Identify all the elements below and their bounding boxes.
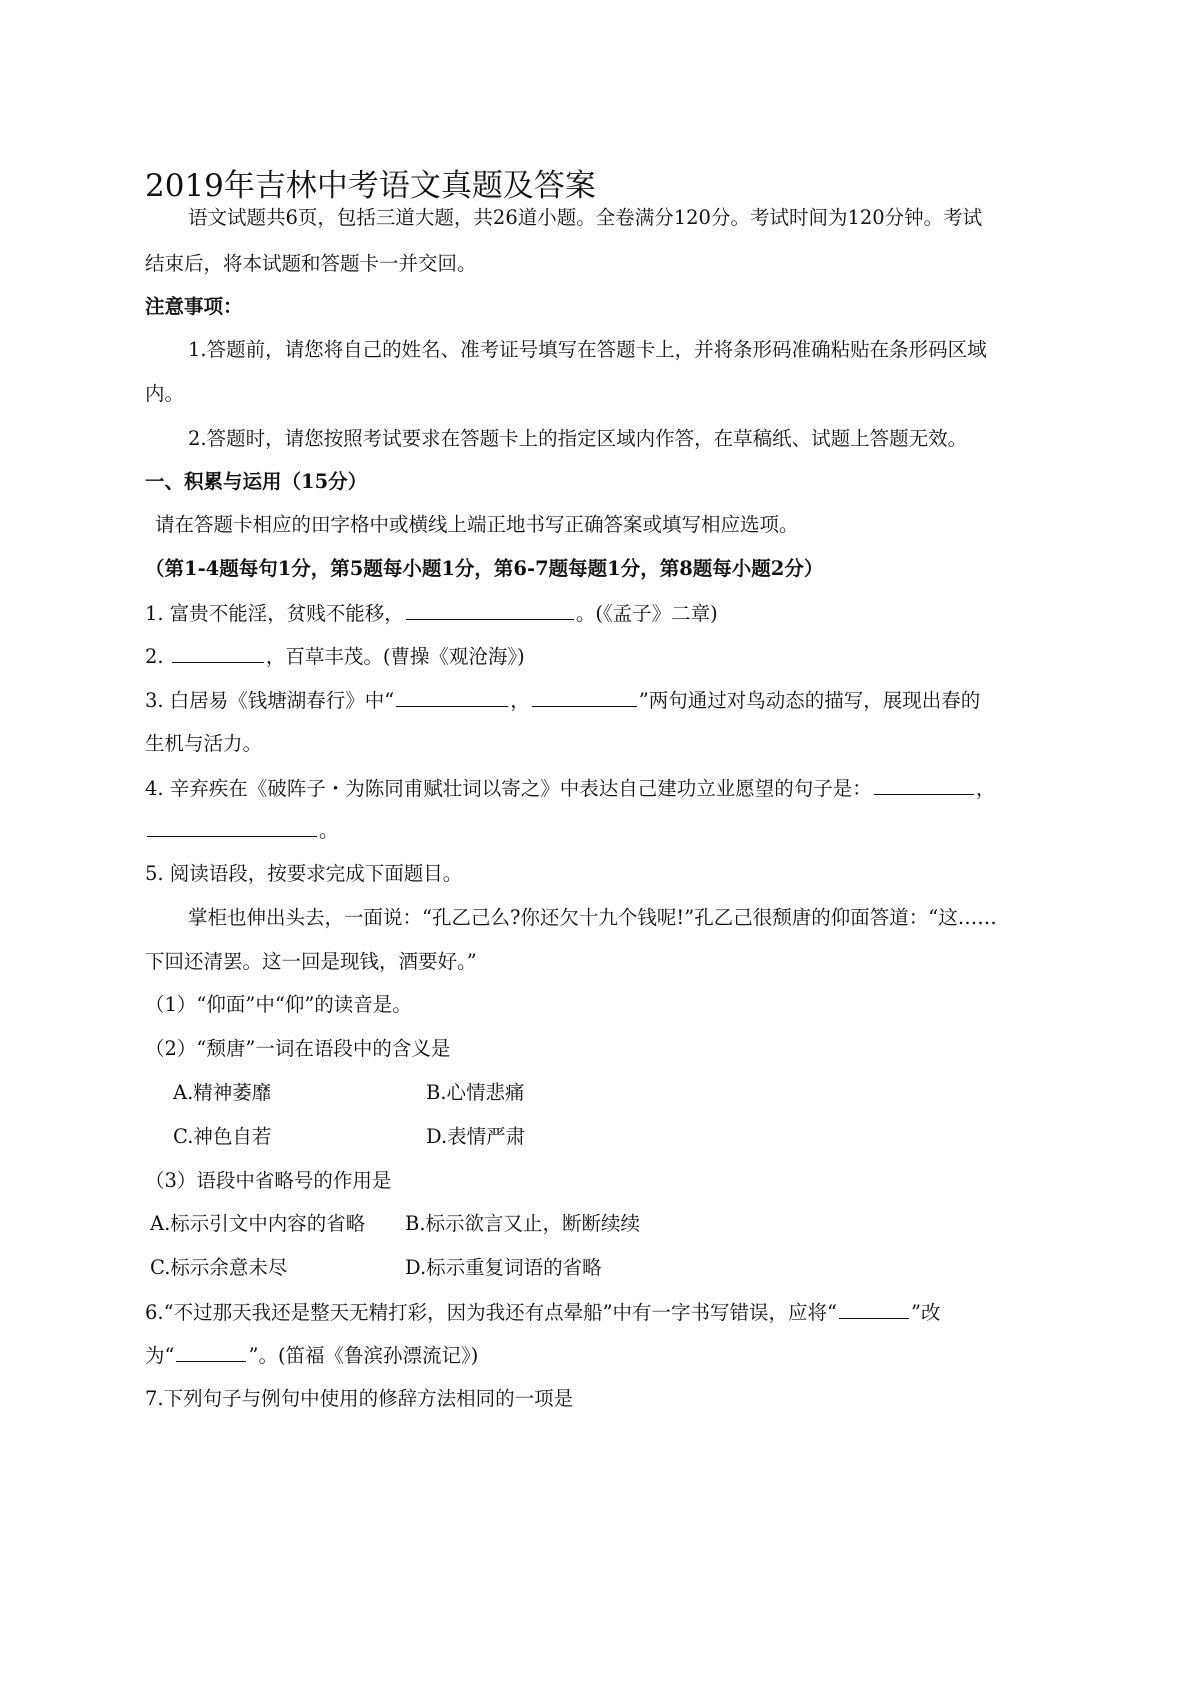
question-2	[145, 646, 525, 667]
q6-text-end: ”改	[911, 1301, 941, 1324]
q5-3-option-d[interactable]: D.标示重复词语的省略	[405, 1256, 602, 1279]
q5-passage-line-1: 掌柜也伸出头去，一面说：“孔乙己么?你还欠十九个钱呢!”孔乙己很颓唐的仰面答道：“这……	[188, 906, 997, 929]
q6-answer-blank-2[interactable]	[176, 1345, 246, 1362]
section-1-instructions: 请在答题卡相应的田字格中或横线上端正地书写正确答案或填写相应选项。	[155, 513, 799, 536]
q4-answer-blank-1[interactable]	[874, 778, 974, 795]
question-7: 7.下列句子与例句中使用的修辞方法相同的一项是	[145, 1387, 574, 1410]
q5-sub-2: （2）“颓唐”一词在语段中的含义是	[145, 1037, 451, 1060]
q2-number: 2.	[145, 645, 170, 668]
q6-text-2: 为“	[145, 1344, 175, 1367]
q5-3-option-c[interactable]: C.标示余意未尽	[150, 1256, 288, 1279]
q4-comma: ，	[975, 777, 996, 800]
question-6	[145, 1302, 941, 1323]
q1-text: 1. 富贵不能淫，贫贱不能移，	[145, 602, 404, 625]
page-title: 2019年吉林中考语文真题及答案	[145, 168, 596, 204]
note-1-line-1: 1.答题前，请您将自己的姓名、准考证号填写在答题卡上，并将条形码准确粘贴在条形码区域	[188, 338, 987, 361]
question-1	[145, 603, 718, 624]
q6-source: ”。(笛福《鲁滨孙漂流记》)	[248, 1344, 479, 1367]
q4-text: 4. 辛弃疾在《破阵子・为陈同甫赋壮词以寄之》中表达自己建功立业愿望的句子是：	[145, 777, 872, 800]
question-4-line-2	[145, 820, 339, 841]
section-1-heading: 一、积累与运用（15分）	[145, 470, 368, 493]
q4-period: 。	[319, 819, 339, 842]
intro-line-1: 语文试题共6页，包括三道大题，共26道小题。全卷满分120分。考试时间为120分钟。考试	[188, 206, 983, 229]
q1-answer-blank[interactable]	[406, 603, 574, 620]
q6-answer-blank-1[interactable]	[839, 1302, 909, 1319]
q5-2-option-c[interactable]: C.神色自若	[173, 1125, 272, 1148]
q5-3-option-b[interactable]: B.标示欲言又止，断断续续	[405, 1212, 641, 1235]
q5-sub-3: （3）语段中省略号的作用是	[145, 1169, 392, 1192]
question-3	[145, 690, 980, 711]
q3-answer-blank-1[interactable]	[396, 690, 508, 707]
note-1-line-2: 内。	[145, 382, 185, 405]
q2-text: ，百草丰茂。(曹操《观沧海》)	[265, 645, 525, 668]
q4-answer-blank-2[interactable]	[147, 820, 317, 837]
q1-source: 。(《孟子》二章)	[575, 602, 718, 625]
question-3-line-2: 生机与活力。	[145, 732, 263, 755]
notes-heading: 注意事项：	[145, 295, 243, 318]
q3-answer-blank-2[interactable]	[532, 690, 637, 707]
question-6-line-2	[145, 1345, 478, 1366]
section-1-scoring: （第1-4题每句1分，第5题每小题1分，第6-7题每题1分，第8题每小题2分）	[145, 557, 824, 580]
q2-answer-blank[interactable]	[172, 646, 264, 663]
q5-3-option-a[interactable]: A.标示引文中内容的省略	[150, 1212, 366, 1235]
q3-text-start: 3. 白居易《钱塘湖春行》中“	[145, 689, 395, 712]
q3-text-end: ”两句通过对鸟动态的描写，展现出春的	[638, 689, 981, 712]
q5-2-option-d[interactable]: D.表情严肃	[426, 1125, 526, 1148]
question-5: 5. 阅读语段，按要求完成下面题目。	[145, 862, 463, 885]
q6-text: 6.“不过那天我还是整天无精打彩，因为我还有点晕船”中有一字书写错误，应将“	[145, 1301, 838, 1324]
question-4	[145, 778, 995, 799]
q5-2-option-a[interactable]: A.精神萎靡	[173, 1081, 272, 1104]
intro-line-2: 结束后，将本试题和答题卡一并交回。	[145, 252, 477, 275]
q5-sub-1: （1）“仰面”中“仰”的读音是。	[145, 993, 412, 1016]
note-2: 2.答题时，请您按照考试要求在答题卡上的指定区域内作答，在草稿纸、试题上答题无效。	[188, 427, 968, 450]
q5-2-option-b[interactable]: B.心情悲痛	[426, 1081, 525, 1104]
q3-comma: ，	[510, 689, 530, 712]
q5-passage-line-2: 下回还清罢。这一回是现钱，酒要好。”	[145, 950, 477, 973]
